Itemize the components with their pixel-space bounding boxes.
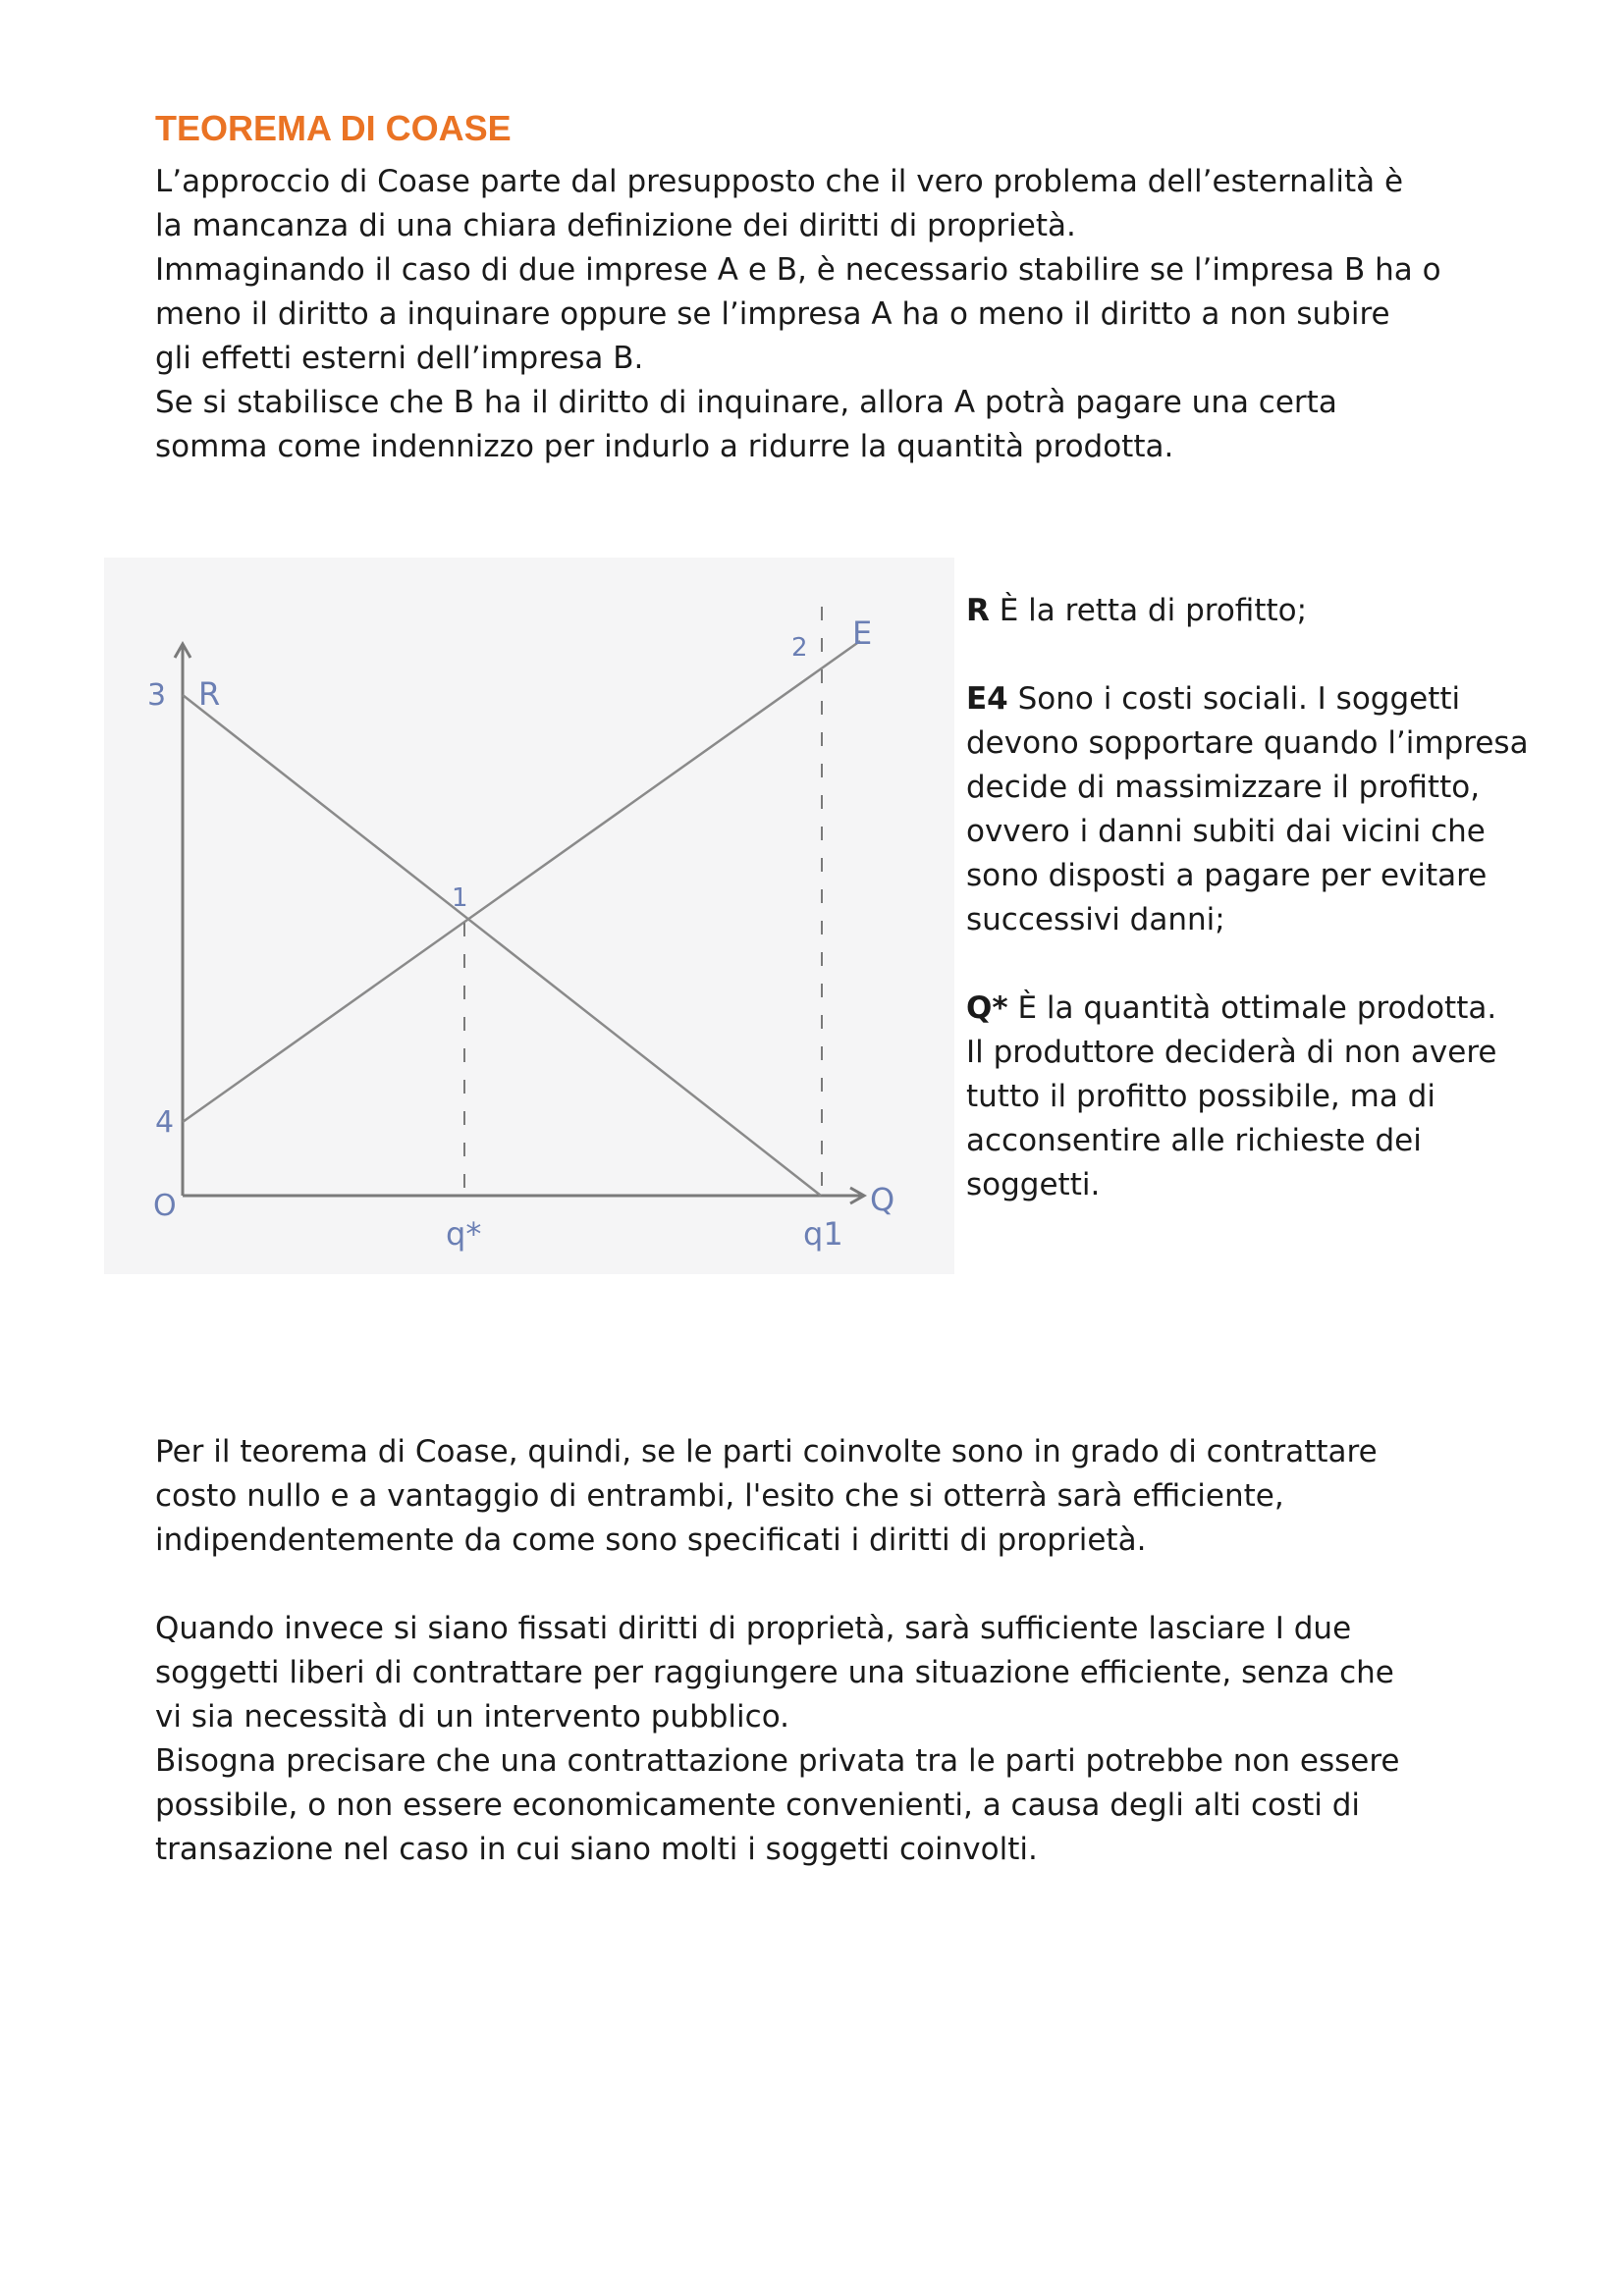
legend-text: Il produttore deciderà di non avere bbox=[966, 1035, 1497, 1070]
when-line: possibile, o non essere economicamente convenienti, a causa degli alti costi di bbox=[155, 1788, 1361, 1823]
diagram-legend bbox=[966, 589, 1595, 1252]
intro-line: meno il diritto a inquinare oppure se l’impresa A ha o meno il diritto a non subire bbox=[155, 296, 1390, 332]
legend-text: soggetti. bbox=[966, 1167, 1101, 1202]
intro-line: Immaginando il caso di due imprese A e B, è necessario stabilire se l’impresa B ha o bbox=[155, 252, 1441, 288]
legend-item-e4 bbox=[966, 677, 1595, 942]
label-top-right: 2 bbox=[791, 633, 808, 663]
when-line: Bisogna precisare che una contrattazione privata tra le parti potrebbe non essere bbox=[155, 1743, 1400, 1779]
label-q-one: q1 bbox=[803, 1215, 843, 1253]
coase-line: Per il teorema di Coase, quindi, se le parti coinvolte sono in grado di contrattare bbox=[155, 1434, 1378, 1469]
legend-key: Q* bbox=[966, 990, 1008, 1026]
intro-line: somma come indennizzo per indurlo a ridurre la quantità prodotta. bbox=[155, 429, 1174, 464]
intro-line: L’approccio di Coase parte dal presupposto che il vero problema dell’esternalità è bbox=[155, 164, 1404, 199]
label-line-e: E bbox=[852, 614, 873, 652]
intro-line: gli effetti esterni dell’impresa B. bbox=[155, 341, 644, 376]
diagram-svg bbox=[104, 558, 954, 1274]
intro-line: la mancanza di una chiara definizione dei diritti di proprietà. bbox=[155, 208, 1076, 243]
line-e bbox=[183, 641, 860, 1122]
legend-text: È la retta di profitto; bbox=[999, 593, 1308, 628]
label-line-r: R bbox=[198, 675, 221, 713]
legend-text: devono sopportare quando l’impresa bbox=[966, 725, 1529, 761]
legend-text: successivi danni; bbox=[966, 902, 1225, 937]
intro-line: Se si stabilisce che B ha il diritto di inquinare, allora A potrà pagare una certa bbox=[155, 385, 1337, 420]
coase-line: indipendentemente da come sono specificati i diritti di proprietà. bbox=[155, 1522, 1147, 1558]
coase-paragraph bbox=[155, 1430, 1530, 1563]
when-line: vi sia necessità di un intervento pubblico. bbox=[155, 1699, 789, 1735]
legend-key: R bbox=[966, 593, 990, 628]
label-y-bottom: 4 bbox=[155, 1105, 175, 1140]
legend-item-q-star bbox=[966, 987, 1595, 1207]
legend-text: È la quantità ottimale prodotta. bbox=[1017, 990, 1497, 1026]
coase-line: costo nullo e a vantaggio di entrambi, l'esito che si otterrà sarà efficiente, bbox=[155, 1478, 1284, 1514]
legend-item-r bbox=[966, 589, 1595, 633]
when-line: Quando invece si siano fissati diritti di proprietà, sarà sufficiente lasciare I due bbox=[155, 1611, 1352, 1646]
when-line: transazione nel caso in cui siano molti i soggetti coinvolti. bbox=[155, 1832, 1038, 1867]
label-y-top: 3 bbox=[147, 678, 167, 713]
legend-key: E4 bbox=[966, 681, 1008, 717]
intro-paragraph bbox=[155, 160, 1530, 469]
legend-text: decide di massimizzare il profitto, bbox=[966, 770, 1481, 805]
label-origin: O bbox=[153, 1189, 177, 1223]
legend-text: ovvero i danni subiti dai vicini che bbox=[966, 814, 1486, 849]
legend-text: tutto il profitto possibile, ma di bbox=[966, 1079, 1435, 1114]
when-line: soggetti liberi di contrattare per raggiungere una situazione efficiente, senza che bbox=[155, 1655, 1394, 1690]
coase-diagram bbox=[104, 558, 954, 1274]
label-q-star: q* bbox=[446, 1215, 482, 1253]
legend-text: Sono i costi sociali. I soggetti bbox=[1017, 681, 1461, 717]
legend-text: acconsentire alle richieste dei bbox=[966, 1123, 1422, 1158]
label-axis-q: Q bbox=[870, 1181, 895, 1218]
legend-text: sono disposti a pagare per evitare bbox=[966, 858, 1488, 893]
property-rights-paragraph bbox=[155, 1607, 1530, 1872]
line-r bbox=[183, 695, 821, 1196]
page-title: TEOREMA DI COASE bbox=[155, 108, 512, 148]
label-intersection: 1 bbox=[452, 883, 468, 913]
